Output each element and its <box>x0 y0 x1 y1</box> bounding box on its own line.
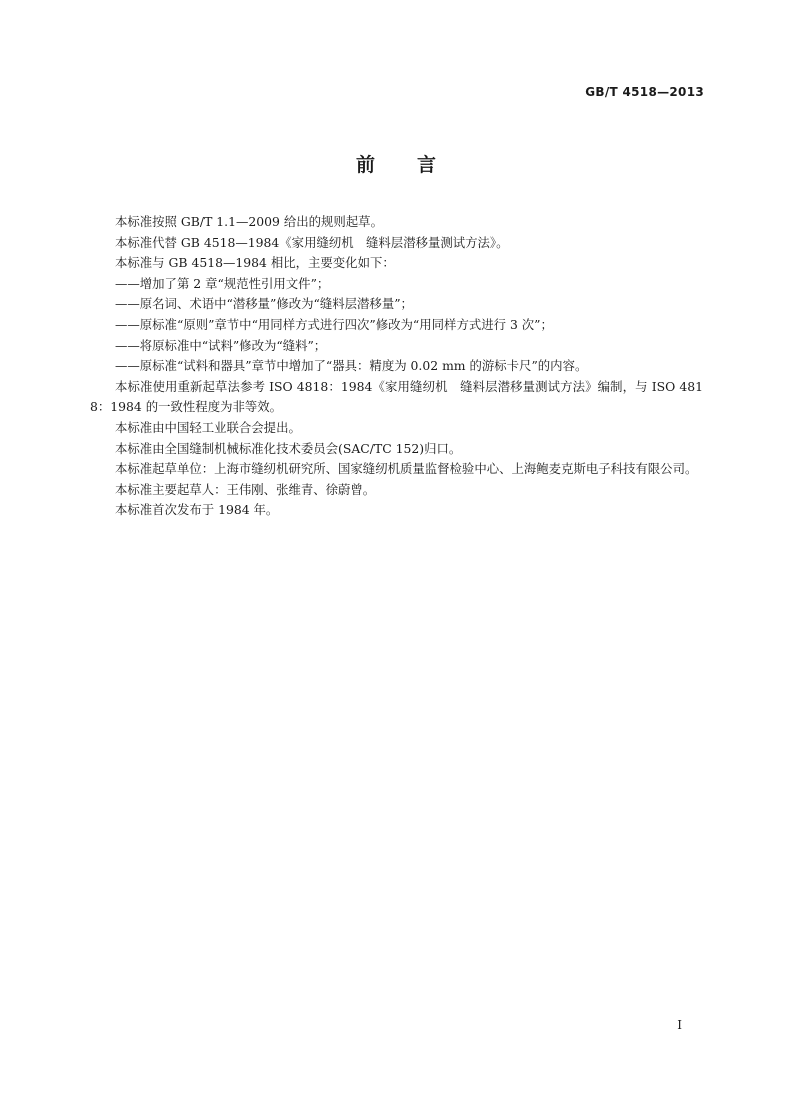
paragraph-drafters: 本标准主要起草人：王伟刚、张维青、徐蔚曾。 <box>115 481 376 497</box>
paragraph-drafting-rules: 本标准按照 GB/T 1.1—2009 给出的规则起草。 <box>115 214 383 229</box>
paragraph-main-changes: 本标准与 GB 4518—1984 相比，主要变化如下： <box>115 255 395 271</box>
change-item-1: ——增加了第 2 章“规范性引用文件”； <box>115 275 330 291</box>
paragraph-iso-reference: 本标准使用重新起草法参考 ISO 4818：1984《家用缝纫机 缝料层潜移量测试方法》编制，与 ISO 4818：1984 的一致性程度为非等效。 <box>90 378 703 415</box>
change-item-2: ——原名词、术语中“潜移量”修改为“缝料层潜移量”； <box>115 296 413 312</box>
foreword-body <box>90 212 703 521</box>
change-item-4: ——将原标准中“试料”修改为“缝料”； <box>115 337 327 353</box>
page-number: I <box>677 1018 682 1032</box>
paragraph-drafting-units: 本标准起草单位：上海市缝纫机研究所、国家缝纫机质量监督检验中心、上海鲍麦克斯电子科技有限公司。 <box>115 461 698 477</box>
paragraph-technical-committee: 本标准由全国缝制机械标准化技术委员会(SAC/TC 152)归口。 <box>115 440 462 456</box>
standard-number: GB/T 4518—2013 <box>585 85 704 99</box>
change-item-3: ——原标准“原则”章节中“用同样方式进行四次”修改为“用同样方式进行 3 次”； <box>115 316 553 332</box>
paragraph-proposed-by: 本标准由中国轻工业联合会提出。 <box>115 419 301 435</box>
paragraph-replaces: 本标准代替 GB 4518—1984《家用缝纫机 缝料层潜移量测试方法》。 <box>115 234 509 250</box>
page-title: 前言 <box>355 154 478 176</box>
paragraph-first-published: 本标准首次发布于 1984 年。 <box>115 502 279 518</box>
change-item-5: ——原标准“试料和器具”章节中增加了“器具：精度为 0.02 mm 的游标卡尺”的内容。 <box>115 358 588 374</box>
